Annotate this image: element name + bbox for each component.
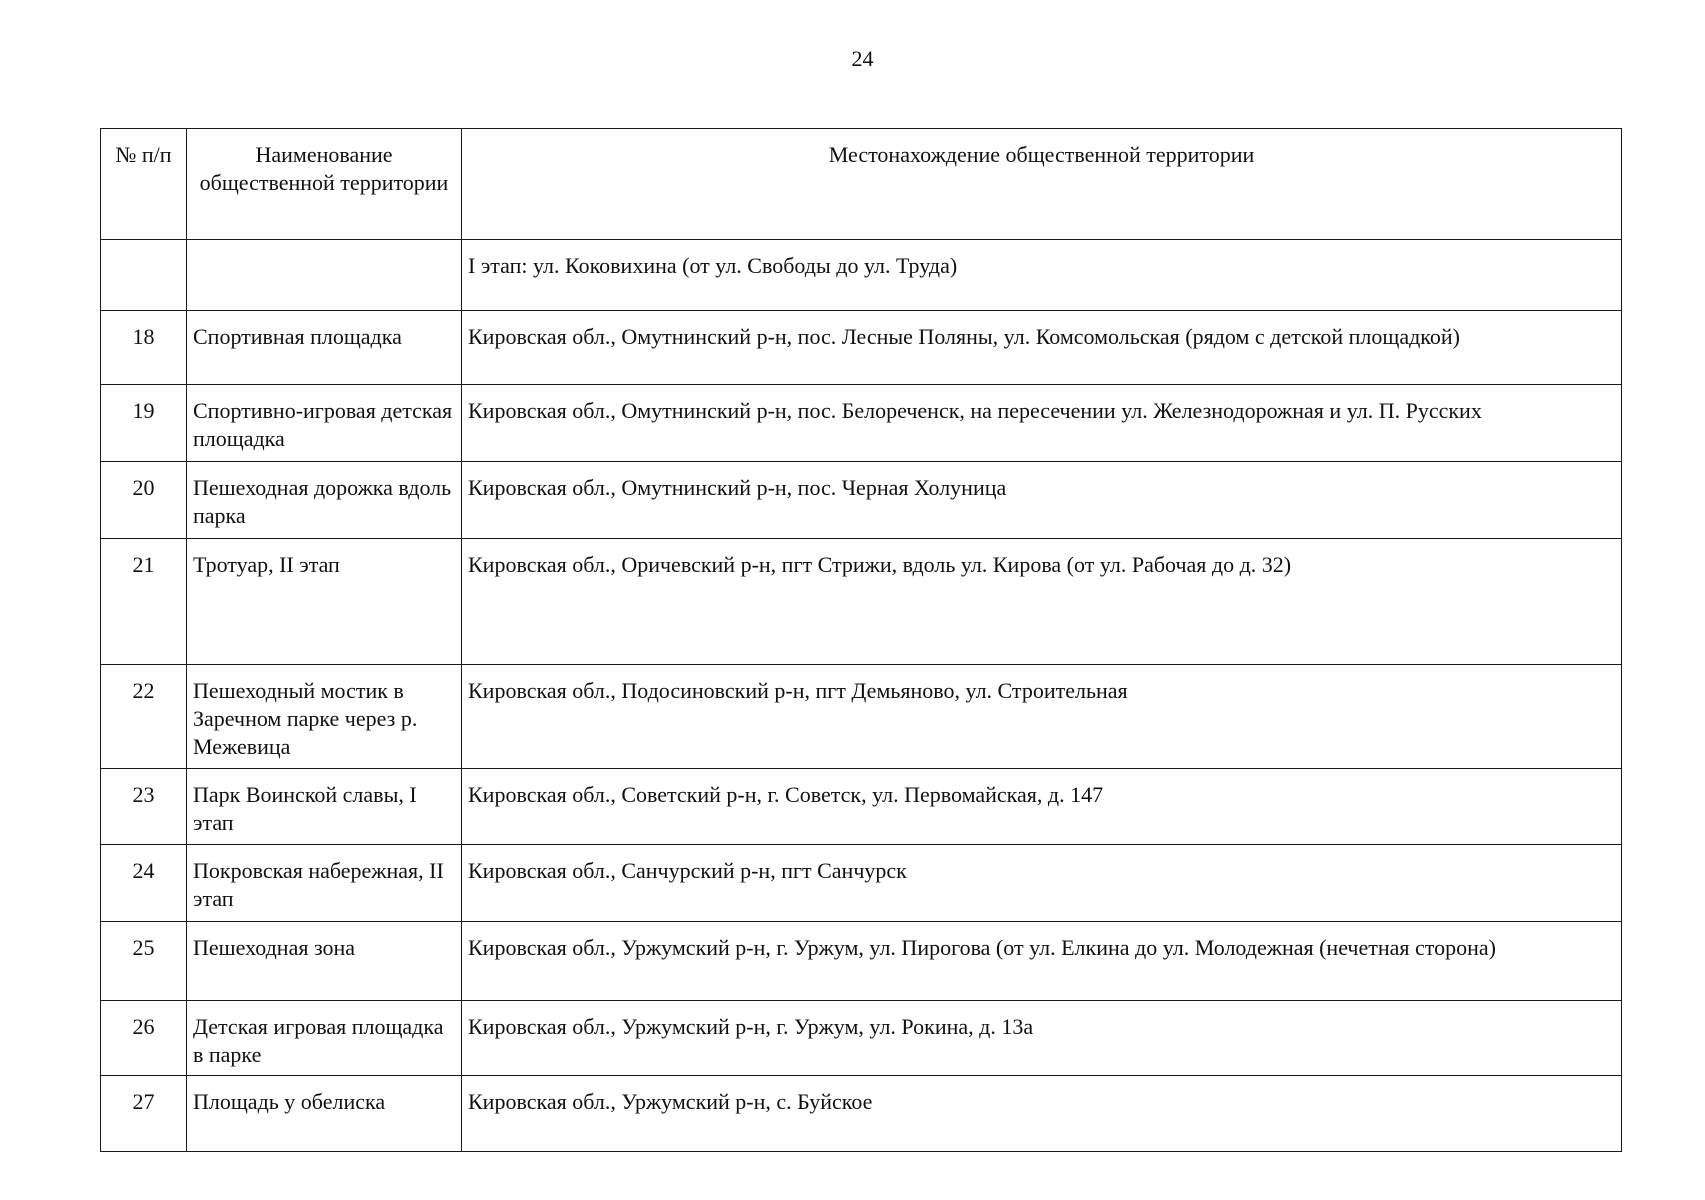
cell-location: Кировская обл., Уржумский р-н, г. Уржум, ул. Пирогова (от ул. Елкина до ул. Молодежная (нечетная сторона) (462, 922, 1622, 1001)
table-row (101, 1076, 1622, 1152)
cell-name: Спортивно-игровая детская площадка (187, 385, 462, 462)
cell-location: Кировская обл., Оричевский р-н, пгт Стрижи, вдоль ул. Кирова (от ул. Рабочая до д. 32) (462, 539, 1622, 665)
cell-location: I этап: ул. Коковихина (от ул. Свободы до ул. Труда) (462, 240, 1622, 311)
cell-location: Кировская обл., Уржумский р-н, с. Буйское (462, 1076, 1622, 1152)
cell-name: Спортивная площадка (187, 311, 462, 385)
cell-number: 21 (101, 539, 187, 665)
cell-number: 26 (101, 1001, 187, 1076)
cell-location: Кировская обл., Омутнинский р-н, пос. Черная Холуница (462, 462, 1622, 539)
cell-number: 19 (101, 385, 187, 462)
cell-number: 22 (101, 665, 187, 769)
table-row (101, 922, 1622, 1001)
table-row (101, 769, 1622, 845)
table-row (101, 311, 1622, 385)
table-header-row (101, 129, 1622, 240)
cell-name: Пешеходный мостик в Заречном парке через р. Межевица (187, 665, 462, 769)
cell-location: Кировская обл., Омутнинский р-н, пос. Лесные Поляны, ул. Комсомольская (рядом с детской площадкой) (462, 311, 1622, 385)
cell-location: Кировская обл., Советский р-н, г. Советск, ул. Первомайская, д. 147 (462, 769, 1622, 845)
cell-name: Пешеходная зона (187, 922, 462, 1001)
header-number: № п/п (101, 129, 187, 240)
table-row (101, 462, 1622, 539)
header-name: Наименование общественной территории (187, 129, 462, 240)
table-row (101, 665, 1622, 769)
table-row (101, 385, 1622, 462)
cell-number (101, 240, 187, 311)
table-row (101, 845, 1622, 922)
header-location: Местонахождение общественной территории (462, 129, 1622, 240)
cell-number: 20 (101, 462, 187, 539)
cell-location: Кировская обл., Уржумский р-н, г. Уржум, ул. Рокина, д. 13а (462, 1001, 1622, 1076)
page-number: 24 (851, 46, 874, 71)
cell-name: Детская игровая площадка в парке (187, 1001, 462, 1076)
cell-name: Площадь у обелиска (187, 1076, 462, 1152)
cell-name: Парк Воинской славы, I этап (187, 769, 462, 845)
cell-number: 23 (101, 769, 187, 845)
cell-name: Тротуар, II этап (187, 539, 462, 665)
table-row (101, 1001, 1622, 1076)
cell-number: 25 (101, 922, 187, 1001)
cell-location: Кировская обл., Омутнинский р-н, пос. Белореченск, на пересечении ул. Железнодорожная и ул. П. Русских (462, 385, 1622, 462)
cell-name: Покровская набережная, II этап (187, 845, 462, 922)
cell-location: Кировская обл., Подосиновский р-н, пгт Демьяново, ул. Строительная (462, 665, 1622, 769)
table-row (101, 539, 1622, 665)
cell-number: 27 (101, 1076, 187, 1152)
cell-number: 18 (101, 311, 187, 385)
table-row-continuation (101, 240, 1622, 311)
cell-name (187, 240, 462, 311)
public-territories-table (100, 128, 1622, 1152)
cell-location: Кировская обл., Санчурский р-н, пгт Санчурск (462, 845, 1622, 922)
cell-name: Пешеходная дорожка вдоль парка (187, 462, 462, 539)
cell-number: 24 (101, 845, 187, 922)
